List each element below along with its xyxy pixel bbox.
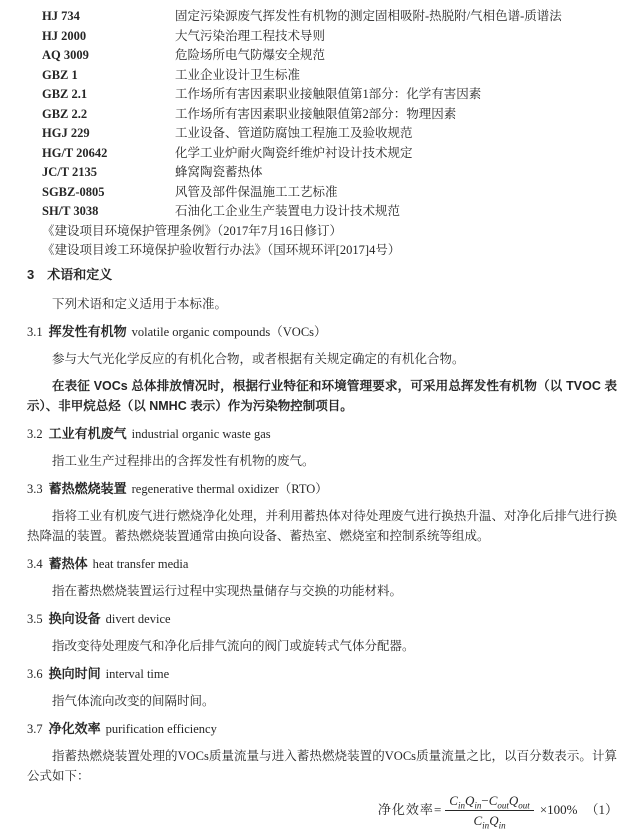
term-heading-3-4 — [27, 554, 640, 574]
fraction-numerator — [445, 792, 534, 811]
term-name-en: interval time — [105, 666, 170, 681]
reference-code: JC/T 2135 — [42, 165, 97, 179]
term-name-en: divert device — [105, 611, 171, 626]
equation-body — [378, 792, 618, 829]
reference-code: SGBZ-0805 — [42, 184, 105, 199]
term-name-zh: 工业有机废气 — [48, 425, 127, 441]
section-title: 术语和定义 — [47, 266, 113, 282]
term-name-zh: 挥发性有机物 — [48, 323, 127, 339]
sub-in: in — [457, 800, 465, 811]
equals-sign: = — [433, 802, 442, 817]
reference-title: 化学工业炉耐火陶瓷纤维炉衬设计技术规定 — [175, 145, 413, 160]
reference-row — [0, 105, 640, 125]
reference-title: 危险场所电气防爆安全规范 — [175, 48, 326, 62]
term-heading-3-6 — [27, 664, 640, 684]
reference-code: GBZ 2.1 — [42, 87, 88, 101]
term-number: 3.1 — [27, 324, 43, 339]
sub-out: out — [518, 800, 530, 811]
equation-1 — [0, 792, 618, 829]
reference-row — [0, 144, 640, 164]
reference-title: 工作场所有害因素职业接触限值第1部分：化学有害因素 — [175, 87, 482, 101]
reference-title: 工作场所有害因素职业接触限值第2部分：物理因素 — [175, 106, 457, 121]
term-name-en: regenerative thermal oxidizer（RTO） — [131, 481, 328, 496]
term-number: 3.7 — [27, 721, 43, 736]
term-name-zh: 净化效率 — [48, 720, 101, 736]
reference-code: HGJ 229 — [42, 126, 90, 140]
reference-row — [0, 27, 640, 47]
reference-code: HJ 734 — [42, 9, 80, 23]
reference-title: 石油化工企业生产装置电力设计技术规范 — [175, 204, 401, 218]
equation-lhs: 净化效率 — [377, 802, 434, 817]
reference-row — [0, 46, 640, 66]
term-number: 3.6 — [27, 666, 43, 681]
var-c: C — [449, 792, 458, 808]
reference-code: AQ 3009 — [42, 48, 89, 62]
term-name-zh: 换向时间 — [48, 665, 101, 681]
reference-row — [0, 183, 640, 203]
term-definition: 指将工业有机废气进行燃烧净化处理，并利用蓄热体对待处理废气进行换热升温、对净化后排气进行换热降温的装置。蓄热燃烧装置通常由换向设备、蓄热室、燃烧室和控制系统等组成。 — [27, 508, 617, 543]
var-q: Q — [464, 792, 475, 808]
equation-number: （1） — [585, 802, 618, 817]
term-number: 3.2 — [27, 426, 43, 441]
reference-title: 蜂窝陶瓷蓄热体 — [175, 165, 263, 179]
sub-out: out — [497, 800, 509, 811]
term-definition: 指改变待处理废气和净化后排气流向的阀门或旋转式气体分配器。 — [52, 638, 415, 653]
reference-code: HG/T 20642 — [42, 145, 108, 160]
section-number: 3 — [27, 266, 35, 282]
fraction — [445, 792, 534, 829]
term-number: 3.4 — [27, 556, 43, 571]
regulation-row: 《建设项目竣工环境保护验收暂行办法》（国环规环评[2017]4号） — [42, 243, 401, 257]
term-number: 3.5 — [27, 611, 43, 626]
fraction-denominator — [445, 811, 534, 829]
regulation-row: 《建设项目环境保护管理条例》（2017年7月16日修订） — [42, 223, 343, 238]
times-factor: ×100% — [539, 802, 578, 817]
reference-title: 固定污染源废气挥发性有机物的测定固相吸附-热脱附/气相色谱-质谱法 — [175, 9, 562, 23]
term-heading-3-5 — [27, 609, 640, 629]
term-definition: 参与大气光化学反应的有机化合物，或者根据有关规定确定的有机化合物。 — [52, 351, 465, 366]
term-name-zh: 蓄热燃烧装置 — [48, 480, 127, 496]
reference-row — [0, 163, 640, 183]
reference-row — [0, 202, 640, 222]
term-heading-3-2 — [27, 424, 640, 444]
reference-title: 风管及部件保温施工工艺标准 — [175, 184, 338, 199]
reference-row — [0, 124, 640, 144]
reference-title: 工业企业设计卫生标准 — [175, 67, 301, 82]
sub-in: in — [474, 800, 482, 811]
var-c: C — [488, 792, 498, 808]
term-number: 3.3 — [27, 481, 43, 496]
term-name-zh: 换向设备 — [48, 610, 101, 626]
term-heading-3-1 — [27, 322, 640, 342]
term-name-en: heat transfer media — [92, 556, 189, 571]
sub-in: in — [498, 820, 506, 829]
term-note-bold: 在表征 VOCs 总体排放情况时，根据行业特征和环境管理要求，可采用总挥发性有机物（以 TVOC 表示）、非甲烷总烃（以 NMHC 表示）作为污染物控制项目。 — [27, 378, 617, 413]
reference-row — [0, 85, 640, 105]
section-intro: 下列术语和定义适用于本标准。 — [52, 296, 228, 311]
minus-sign: − — [481, 792, 489, 808]
var-q: Q — [489, 812, 499, 828]
reference-title: 大气污染治理工程技术导则 — [175, 28, 326, 43]
var-c: C — [473, 812, 483, 828]
reference-title: 工业设备、管道防腐蚀工程施工及验收规范 — [175, 126, 413, 140]
term-name-en: purification efficiency — [105, 721, 217, 736]
term-definition: 指在蓄热燃烧装置运行过程中实现热量储存与交换的功能材料。 — [52, 583, 403, 598]
term-name-zh: 蓄热体 — [48, 555, 88, 571]
term-definition: 指蓄热燃烧装置处理的VOCs质量流量与进入蓄热燃烧装置的VOCs质量流量之比，以百分数表示。计算公式如下： — [27, 748, 617, 783]
reference-code: SH/T 3038 — [42, 204, 99, 218]
reference-row — [0, 7, 640, 27]
term-name-en: industrial organic waste gas — [131, 426, 271, 441]
term-name-en: volatile organic compounds（VOCs） — [131, 324, 327, 339]
term-heading-3-7 — [27, 719, 640, 739]
reference-code: HJ 2000 — [42, 28, 87, 43]
reference-row — [0, 66, 640, 86]
references-list — [0, 0, 640, 261]
term-heading-3-3 — [27, 479, 640, 499]
term-definition: 指工业生产过程排出的含挥发性有机物的废气。 — [52, 453, 315, 468]
var-q: Q — [508, 792, 519, 808]
reference-code: GBZ 2.2 — [42, 106, 88, 121]
term-definition: 指气体流向改变的间隔时间。 — [52, 693, 215, 708]
section-heading — [27, 265, 640, 285]
reference-code: GBZ 1 — [42, 67, 78, 82]
sub-in: in — [482, 820, 490, 829]
